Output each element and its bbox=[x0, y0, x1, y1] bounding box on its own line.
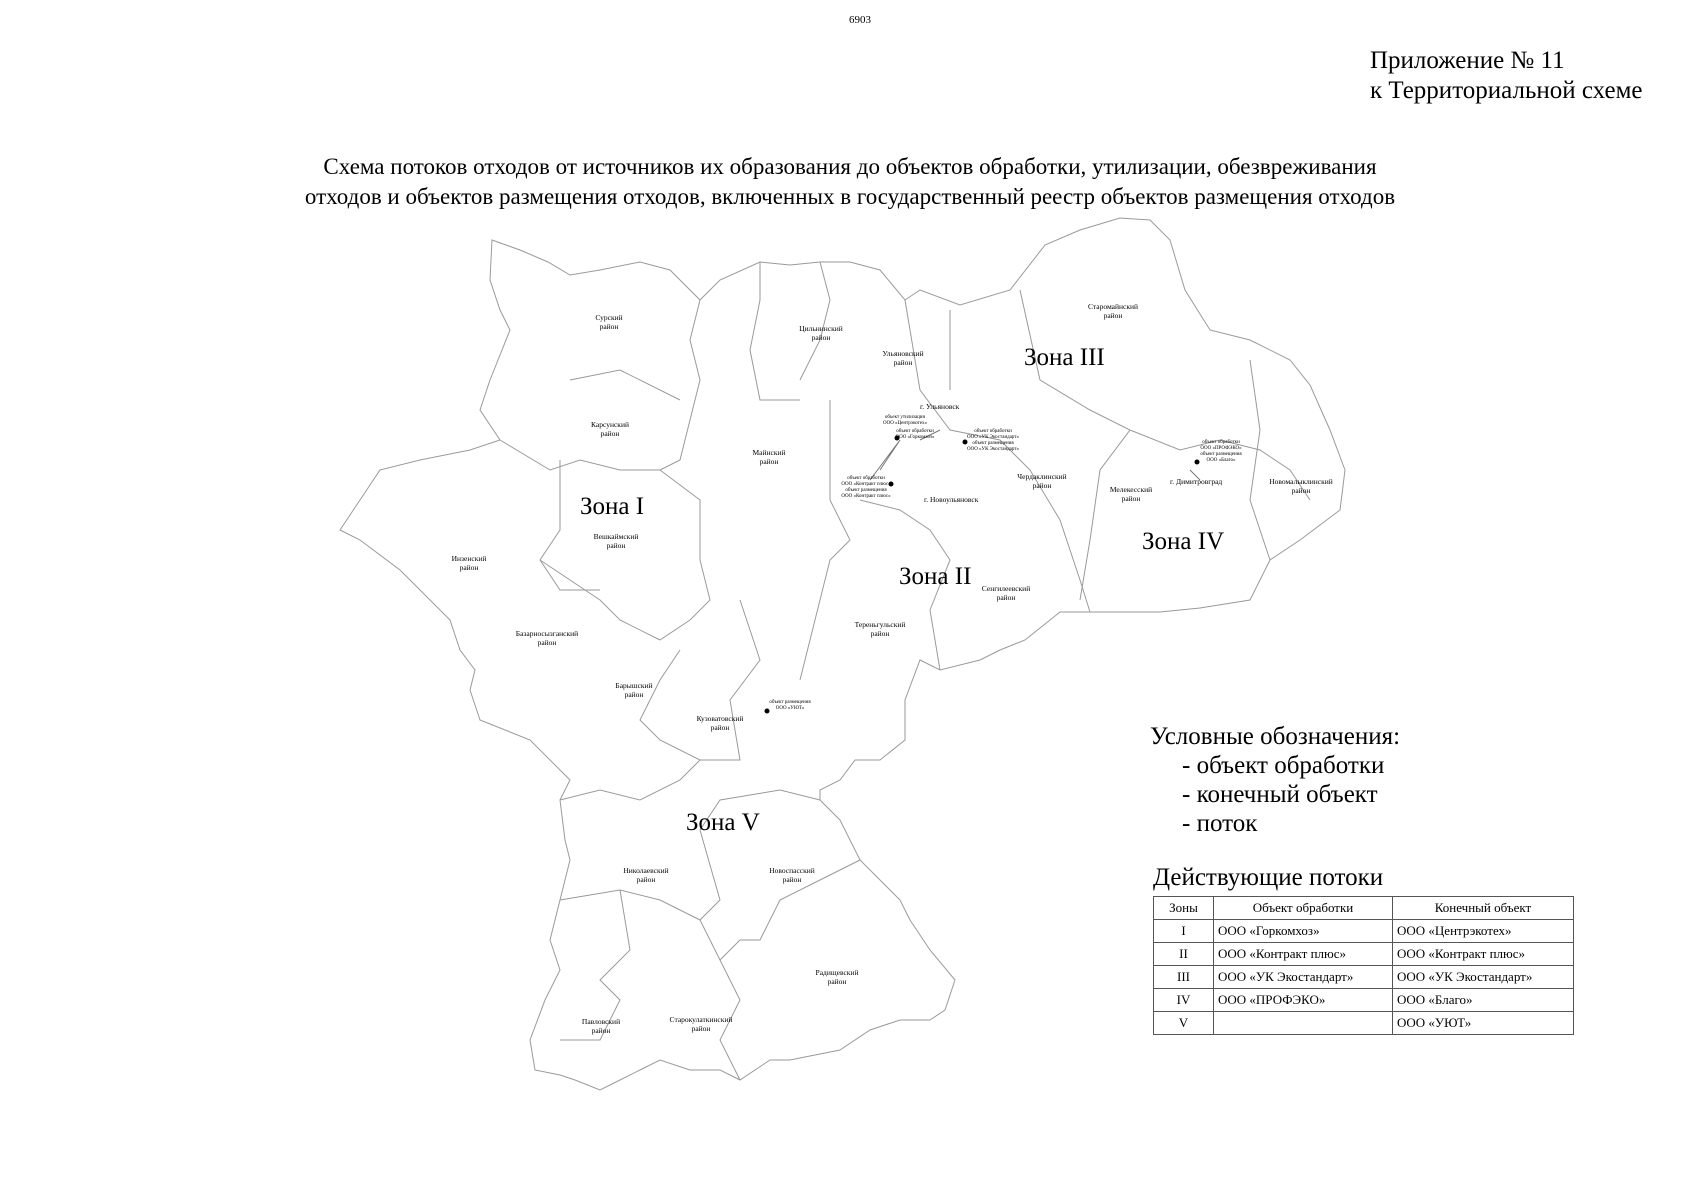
cell-processing: ООО «ПРОФЭКО» bbox=[1214, 989, 1393, 1012]
legend-item-processing: - объект обработки bbox=[1182, 752, 1385, 779]
cell-processing bbox=[1214, 1012, 1393, 1035]
facility-marker-kuzovatovo bbox=[765, 709, 770, 714]
facility-label-kuzovatovo: объект размещения ООО «УЮТ» bbox=[769, 700, 811, 711]
table-row bbox=[1154, 989, 1574, 1012]
title-line-1: Схема потоков отходов от источников их образования до объектов обработки, утилизации, обезвреживания bbox=[323, 154, 1377, 179]
district-label-melekesskiy: Мелекесский район bbox=[1109, 485, 1153, 503]
flows-title: Действующие потоки bbox=[1153, 864, 1384, 891]
table-row bbox=[1154, 966, 1574, 989]
district-label-inzenskiy: Инзенский район bbox=[451, 554, 487, 572]
district-label-veshkaymskiy: Вешкаймский район bbox=[593, 532, 639, 550]
zone-label-2: Зона II bbox=[899, 563, 972, 590]
district-label-staromainskiy: Старомайнский район bbox=[1087, 302, 1139, 320]
header-zone: Зоны bbox=[1154, 897, 1214, 920]
title-line-2: отходов и объектов размещения отходов, включенных в государственный реестр объектов размещения отходов bbox=[304, 184, 1396, 209]
facility-label-ulyanovsk-1: объект утилизации ООО «Центрэкотех» bbox=[882, 415, 928, 426]
cell-zone: V bbox=[1154, 1012, 1214, 1035]
city-label-dimitrovgrad: г. Димитровград bbox=[1170, 477, 1223, 486]
district-label-pavlovskiy: Павловский район bbox=[581, 1017, 621, 1035]
zone-label-1: Зона I bbox=[580, 493, 645, 520]
cell-processing: ООО «Контракт плюс» bbox=[1214, 943, 1393, 966]
appendix-line-2: к Территориальной схеме bbox=[1370, 77, 1643, 104]
district-label-bazarnosyzganskiy: Базарносызганский район bbox=[515, 629, 579, 647]
district-label-terengulskiy: Тереньгульский район bbox=[854, 620, 906, 638]
district-label-radishchevskiy: Радищевский район bbox=[815, 968, 859, 986]
table-row bbox=[1154, 943, 1574, 966]
cell-final: ООО «УК Экостандарт» bbox=[1393, 966, 1574, 989]
zone-label-3: Зона III bbox=[1024, 344, 1105, 371]
district-label-tsilninskiy: Цильнинский район bbox=[799, 324, 843, 342]
zone-label-5: Зона V bbox=[686, 809, 760, 836]
flows-table bbox=[1153, 896, 1574, 1035]
table-row bbox=[1154, 920, 1574, 943]
table-header-row bbox=[1154, 897, 1574, 920]
district-label-starokulatkinskiy: Старокулаткинский район bbox=[669, 1015, 733, 1033]
facility-label-dimitrovgrad: объект обработки ООО «ПРОФЭКО» объект размещения ООО «Благо» bbox=[1200, 440, 1242, 463]
header-final: Конечный объект bbox=[1393, 897, 1574, 920]
district-label-sengileevskiy: Сенгилеевский район bbox=[981, 584, 1031, 602]
district-label-surskiy: Сурский район bbox=[595, 313, 623, 331]
cell-zone: III bbox=[1154, 966, 1214, 989]
legend-item-final: - конечный объект bbox=[1182, 781, 1378, 808]
district-label-baryshskiy: Барышский район bbox=[615, 681, 653, 699]
facility-marker-ulyanovsk-2 bbox=[963, 440, 968, 445]
district-label-cherdaklinskiy: Чердаклинский район bbox=[1017, 472, 1067, 490]
district-label-kuzovatovskiy: Кузоватовский район bbox=[696, 714, 744, 732]
facility-label-ulyanovsk-3: объект обработки ООО «УК Экостандарт» объект размещения ООО «УК Экостандарт» bbox=[966, 429, 1020, 452]
city-label-novoulyanovsk: г. Новоульяновск bbox=[924, 495, 979, 504]
cell-zone: IV bbox=[1154, 989, 1214, 1012]
legend-item-flow: - поток bbox=[1182, 810, 1258, 837]
cell-final: ООО «Центрэкотех» bbox=[1393, 920, 1574, 943]
facility-label-ulyanovsk-2: объект обработки ООО «Горкомхоз» bbox=[895, 429, 935, 440]
district-label-karsunskiy: Карсунский район bbox=[591, 420, 629, 438]
page-number: 6903 bbox=[849, 14, 871, 26]
cell-final: ООО «Благо» bbox=[1393, 989, 1574, 1012]
legend bbox=[1150, 722, 1400, 838]
cell-zone: II bbox=[1154, 943, 1214, 966]
table-row bbox=[1154, 1012, 1574, 1035]
district-label-ulyanovskiy: Ульяновский район bbox=[882, 349, 924, 367]
district-label-nikolaevskiy: Николаевский район bbox=[623, 866, 669, 884]
zone-label-4: Зона IV bbox=[1142, 528, 1225, 555]
district-label-novomalyklinskiy: Новомалыклинский район bbox=[1269, 477, 1333, 495]
cell-processing: ООО «Горкомхоз» bbox=[1214, 920, 1393, 943]
district-label-mainskiy: Майнский район bbox=[752, 448, 786, 466]
district-label-novospasskiy: Новоспасский район bbox=[769, 866, 815, 884]
cell-final: ООО «Контракт плюс» bbox=[1393, 943, 1574, 966]
header-processing: Объект обработки bbox=[1214, 897, 1393, 920]
legend-title: Условные обозначения: bbox=[1150, 723, 1401, 750]
facility-marker-dimitrovgrad bbox=[1195, 460, 1200, 465]
cell-final: ООО «УЮТ» bbox=[1393, 1012, 1574, 1035]
facility-label-novoulyanovsk: объект обработки ООО «Контракт плюс» объект размещения ООО «Контракт плюс» bbox=[841, 476, 891, 499]
appendix-line-1: Приложение № 11 bbox=[1370, 47, 1565, 74]
cell-zone: I bbox=[1154, 920, 1214, 943]
cell-processing: ООО «УК Экостандарт» bbox=[1214, 966, 1393, 989]
city-label-ulyanovsk: г. Ульяновск bbox=[920, 402, 960, 411]
